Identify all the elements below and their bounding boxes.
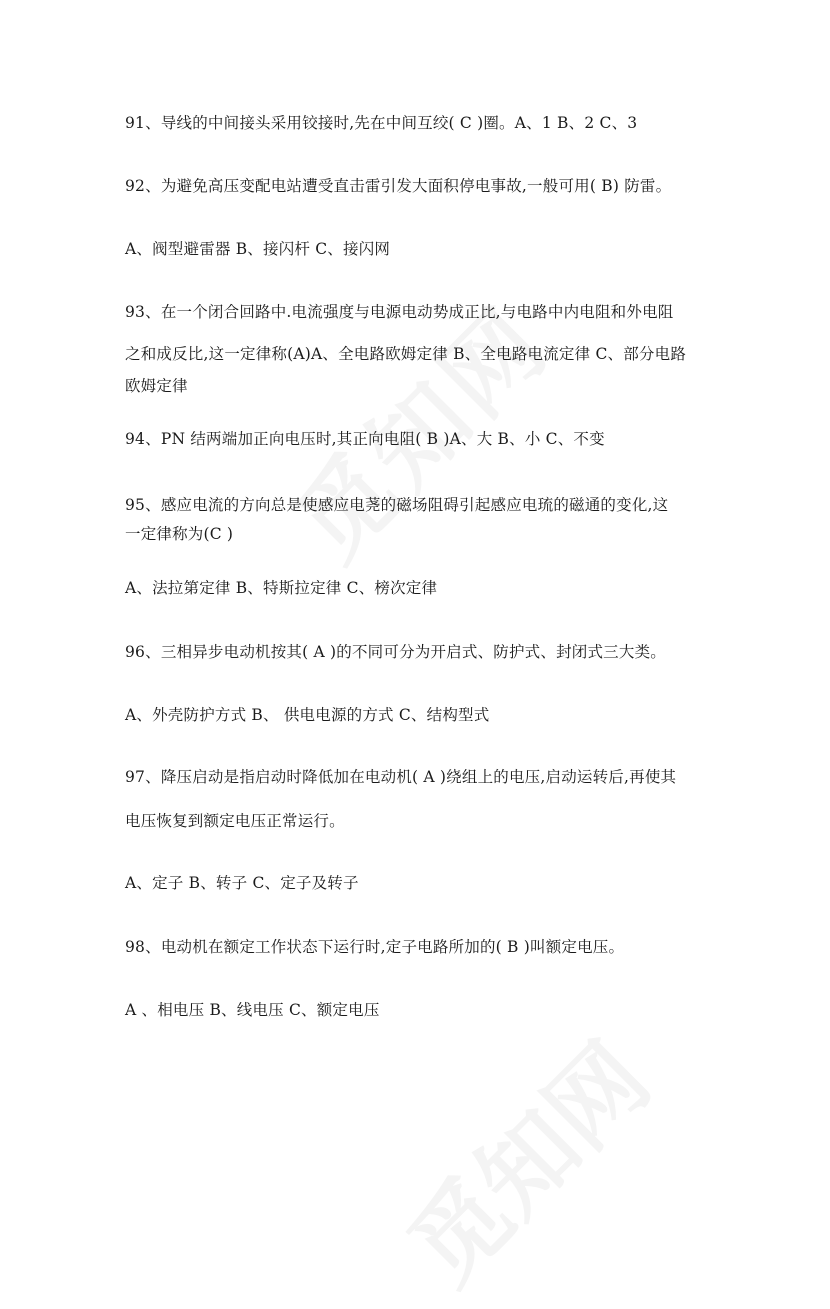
question-97-line-1: 97、降压启动是指启动时降低加在电动机( A )绕组上的电压,启动运转后,再使其: [125, 768, 677, 786]
question-95-options: A、法拉第定律 B、特斯拉定律 C、榜次定律: [125, 579, 438, 597]
question-91: 91、导线的中间接头采用铰接时,先在中间互绞( C )圈。A、1 B、2 C、3: [125, 114, 638, 132]
question-98: 98、电动机在额定工作状态下运行时,定子电路所加的( B )叫额定电压。: [125, 938, 625, 956]
question-97-line-2: 电压恢复到额定电压正常运行。: [125, 812, 345, 830]
question-96-options: A、外壳防护方式 B、 供电电源的方式 C、结构型式: [125, 706, 490, 724]
question-93-line-2: 之和成反比,这一定律称(A)A、全电路欧姆定律 B、全电路电流定律 C、部分电路: [125, 345, 687, 363]
question-95-line-2: 一定律称为(C ): [125, 525, 234, 543]
question-93-line-1: 93、在一个闭合回路中.电流强度与电源电动势成正比,与电路中内电阻和外电阻: [125, 303, 674, 321]
question-92: 92、为避免高压变配电站遭受直击雷引发大面积停电事故,一般可用( B) 防雷。: [125, 177, 672, 195]
question-93-line-3: 欧姆定律: [125, 377, 188, 395]
question-98-options: A 、相电压 B、线电压 C、额定电压: [125, 1001, 380, 1019]
question-97-options: A、定子 B、转子 C、定子及转子: [125, 874, 359, 892]
question-96: 96、三相异步电动机按其( A )的不同可分为开启式、防护式、封闭式三大类。: [125, 643, 666, 661]
watermark-bottom: [374, 1008, 675, 1309]
question-92-options: A、阀型避雷器 B、接闪杆 C、接闪网: [125, 240, 391, 258]
question-94: 94、PN 结两端加正向电压时,其正向电阻( B )A、大 B、小 C、不变: [125, 430, 605, 448]
question-95-line-1: 95、感应电流的方向总是使感应电荛的磁场阻碍引起感应电琉的磁通的变化,这: [125, 496, 669, 514]
